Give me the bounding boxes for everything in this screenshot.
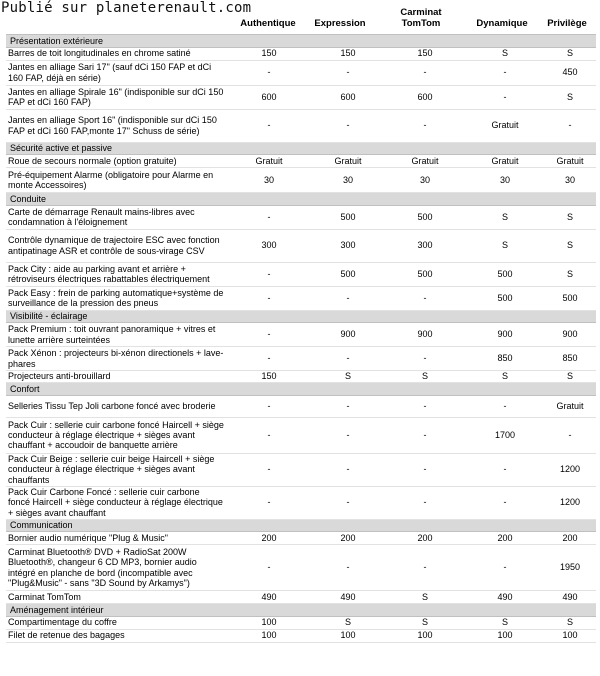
option-value-authentique: 150 (226, 47, 312, 60)
section-title: Visibilité - éclairage (6, 310, 596, 323)
option-value-dynamique: 100 (466, 629, 544, 642)
option-value-privilege: 200 (544, 532, 596, 545)
section-header (6, 35, 596, 48)
option-label: Pack Premium : toit ouvrant panoramique + vitres et lunette arrière surteintées (6, 323, 226, 347)
section-title: Présentation extérieure (6, 35, 596, 48)
option-label: Compartimentage du coffre (6, 616, 226, 629)
option-value-expression: 490 (312, 591, 384, 604)
option-label: Barres de toit longitudinales en chrome satiné (6, 47, 226, 60)
option-value-dynamique: 30 (466, 168, 544, 193)
option-label: Filet de retenue des bagages (6, 629, 226, 642)
option-value-privilege: S (544, 371, 596, 383)
option-value-authentique: - (226, 286, 312, 310)
option-value-carminat: 150 (384, 47, 466, 60)
option-value-dynamique: 500 (466, 262, 544, 286)
option-row (6, 371, 596, 383)
option-value-privilege: 100 (544, 629, 596, 642)
option-row (6, 453, 596, 486)
option-value-carminat: - (384, 417, 466, 453)
option-row (6, 155, 596, 168)
option-value-carminat: - (384, 453, 466, 486)
option-label: Projecteurs anti-brouillard (6, 371, 226, 383)
option-value-expression: Gratuit (312, 155, 384, 168)
option-value-authentique: 600 (226, 85, 312, 109)
option-value-authentique: 490 (226, 591, 312, 604)
option-label: Carte de démarrage Renault mains-libres avec condamnation à l'éloignement (6, 205, 226, 229)
option-value-authentique: 100 (226, 616, 312, 629)
option-value-dynamique: 200 (466, 532, 544, 545)
option-value-carminat: - (384, 486, 466, 519)
option-value-privilege: 900 (544, 323, 596, 347)
option-value-carminat: - (384, 347, 466, 371)
option-value-privilege: S (544, 85, 596, 109)
option-value-dynamique: S (466, 616, 544, 629)
option-value-expression: - (312, 486, 384, 519)
section-header (6, 383, 596, 396)
option-value-authentique: - (226, 453, 312, 486)
option-value-authentique: - (226, 60, 312, 85)
option-row (6, 262, 596, 286)
option-value-expression: 600 (312, 85, 384, 109)
option-value-privilege: - (544, 417, 596, 453)
option-value-expression: 150 (312, 47, 384, 60)
option-value-dynamique: 850 (466, 347, 544, 371)
option-row (6, 545, 596, 591)
section-title: Conduite (6, 193, 596, 206)
option-value-authentique: - (226, 205, 312, 229)
option-value-authentique: - (226, 262, 312, 286)
column-privilege: Privilège (547, 18, 587, 29)
option-row (6, 616, 596, 629)
option-value-carminat: S (384, 371, 466, 383)
option-value-authentique: 150 (226, 371, 312, 383)
options-table-body (6, 35, 596, 643)
option-row (6, 323, 596, 347)
option-value-privilege: 1200 (544, 486, 596, 519)
option-value-dynamique: S (466, 371, 544, 383)
option-value-dynamique: - (466, 85, 544, 109)
option-value-authentique: 30 (226, 168, 312, 193)
option-value-dynamique: - (466, 453, 544, 486)
option-value-expression: 30 (312, 168, 384, 193)
option-label: Pack Xénon : projecteurs bi-xénon directionels + lave-phares (6, 347, 226, 371)
option-label: Pack Cuir Carbone Foncé : sellerie cuir carbone foncé Haircell + siège conducteur à réglage électrique + sièges avant chauffant (6, 486, 226, 519)
option-value-dynamique: S (466, 205, 544, 229)
option-value-carminat: S (384, 616, 466, 629)
option-value-carminat: 500 (384, 205, 466, 229)
option-label: Selleries Tissu Tep Joli carbone foncé avec broderie (6, 395, 226, 417)
section-header (6, 310, 596, 323)
option-value-expression: S (312, 371, 384, 383)
option-label: Roue de secours normale (option gratuite) (6, 155, 226, 168)
section-title: Confort (6, 383, 596, 396)
option-value-expression: - (312, 545, 384, 591)
option-label: Pré-équipement Alarme (obligatoire pour Alarme en monte Accessoires) (6, 168, 226, 193)
option-value-expression: - (312, 453, 384, 486)
option-value-privilege: S (544, 616, 596, 629)
option-value-privilege: - (544, 109, 596, 142)
option-row (6, 532, 596, 545)
option-row (6, 109, 596, 142)
option-value-carminat: 500 (384, 262, 466, 286)
option-row (6, 629, 596, 642)
option-value-authentique: 200 (226, 532, 312, 545)
option-value-expression: S (312, 616, 384, 629)
option-label: Pack City : aide au parking avant et arrière + rétroviseurs électriques rabattables électriquement (6, 262, 226, 286)
option-row (6, 47, 596, 60)
column-dynamique: Dynamique (476, 18, 528, 29)
option-value-expression: - (312, 417, 384, 453)
option-value-authentique: - (226, 395, 312, 417)
option-value-privilege: S (544, 262, 596, 286)
section-header (6, 604, 596, 617)
column-authentique: Authentique (240, 18, 296, 29)
option-value-dynamique: - (466, 486, 544, 519)
option-value-carminat: 600 (384, 85, 466, 109)
option-value-privilege: 490 (544, 591, 596, 604)
option-value-expression: 500 (312, 262, 384, 286)
option-value-dynamique: - (466, 545, 544, 591)
option-value-privilege: 1200 (544, 453, 596, 486)
option-value-dynamique: S (466, 47, 544, 60)
section-title: Sécurité active et passive (6, 142, 596, 155)
option-value-expression: 100 (312, 629, 384, 642)
option-label: Bornier audio numérique "Plug & Music" (6, 532, 226, 545)
option-value-authentique: - (226, 417, 312, 453)
option-value-carminat: Gratuit (384, 155, 466, 168)
option-label: Pack Easy : frein de parking automatique+système de surveillance de la pression des pneus (6, 286, 226, 310)
option-row (6, 286, 596, 310)
section-title: Aménagement intérieur (6, 604, 596, 617)
option-value-dynamique: 490 (466, 591, 544, 604)
option-row (6, 347, 596, 371)
section-title: Communication (6, 519, 596, 532)
option-row (6, 395, 596, 417)
option-value-privilege: S (544, 205, 596, 229)
option-value-privilege: S (544, 229, 596, 262)
option-value-expression: 500 (312, 205, 384, 229)
option-value-carminat: - (384, 60, 466, 85)
option-value-carminat: 100 (384, 629, 466, 642)
option-value-carminat: 200 (384, 532, 466, 545)
option-value-privilege: Gratuit (544, 155, 596, 168)
option-value-authentique: - (226, 323, 312, 347)
option-row (6, 486, 596, 519)
option-value-expression: 900 (312, 323, 384, 347)
option-value-authentique: - (226, 347, 312, 371)
option-row (6, 205, 596, 229)
option-row (6, 60, 596, 85)
option-value-expression: - (312, 60, 384, 85)
section-header (6, 519, 596, 532)
option-value-carminat: - (384, 286, 466, 310)
option-label: Contrôle dynamique de trajectoire ESC avec fonction antipatinage ASR et contrôle de sous-virage CSV (6, 229, 226, 262)
option-value-authentique: Gratuit (226, 155, 312, 168)
option-value-expression: - (312, 395, 384, 417)
option-value-carminat: 900 (384, 323, 466, 347)
option-value-authentique: 300 (226, 229, 312, 262)
option-label: Jantes en alliage Sport 16" (indisponible sur dCi 150 FAP et dCi 160 FAP,monte 17" Schuss de série) (6, 109, 226, 142)
option-label: Pack Cuir Beige : sellerie cuir beige Haircell + siège conducteur à réglage électrique + sièges avant chauffants (6, 453, 226, 486)
option-label: Carminat Bluetooth® DVD + RadioSat 200W Bluetooth®, changeur 6 CD MP3, bornier audio intégré en planche de bord (incompatible avec "Plug&Music" - sans "3D Sound by Arkamys") (6, 545, 226, 591)
option-value-expression: - (312, 109, 384, 142)
option-value-carminat: - (384, 109, 466, 142)
option-value-carminat: - (384, 545, 466, 591)
option-value-authentique: 100 (226, 629, 312, 642)
option-value-privilege: 30 (544, 168, 596, 193)
option-label: Jantes en alliage Spirale 16" (indisponible sur dCi 150 FAP et dCi 160 FAP) (6, 85, 226, 109)
option-value-carminat: - (384, 395, 466, 417)
option-value-dynamique: - (466, 395, 544, 417)
option-row (6, 591, 596, 604)
option-value-dynamique: 900 (466, 323, 544, 347)
option-value-expression: 300 (312, 229, 384, 262)
option-value-dynamique: Gratuit (466, 109, 544, 142)
option-value-dynamique: 500 (466, 286, 544, 310)
options-table (6, 34, 596, 643)
option-value-dynamique: - (466, 60, 544, 85)
section-header (6, 193, 596, 206)
option-label: Jantes en alliage Sari 17" (sauf dCi 150 FAP et dCi 160 FAP, déjà en série) (6, 60, 226, 85)
option-row (6, 168, 596, 193)
option-value-expression: 200 (312, 532, 384, 545)
option-value-carminat: 300 (384, 229, 466, 262)
option-value-privilege: 500 (544, 286, 596, 310)
option-value-authentique: - (226, 545, 312, 591)
option-value-privilege: 1950 (544, 545, 596, 591)
option-value-authentique: - (226, 109, 312, 142)
option-value-privilege: 850 (544, 347, 596, 371)
section-header (6, 142, 596, 155)
option-row (6, 85, 596, 109)
option-value-expression: - (312, 286, 384, 310)
option-value-expression: - (312, 347, 384, 371)
option-value-privilege: 450 (544, 60, 596, 85)
option-value-dynamique: 1700 (466, 417, 544, 453)
option-value-carminat: 30 (384, 168, 466, 193)
option-value-privilege: Gratuit (544, 395, 596, 417)
watermark-text: Publié sur planeterenault.com (1, 0, 252, 16)
option-label: Carminat TomTom (6, 591, 226, 604)
option-value-dynamique: S (466, 229, 544, 262)
option-value-dynamique: Gratuit (466, 155, 544, 168)
option-row (6, 229, 596, 262)
option-value-carminat: S (384, 591, 466, 604)
option-value-privilege: S (544, 47, 596, 60)
column-carminat-tomtom: Carminat TomTom (400, 7, 442, 29)
option-value-authentique: - (226, 486, 312, 519)
option-label: Pack Cuir : sellerie cuir carbone foncé Haircell + siège conducteur à réglage électrique + sièges avant chauffant + accoudoir de banquette arrière (6, 417, 226, 453)
column-expression: Expression (314, 18, 366, 29)
option-row (6, 417, 596, 453)
